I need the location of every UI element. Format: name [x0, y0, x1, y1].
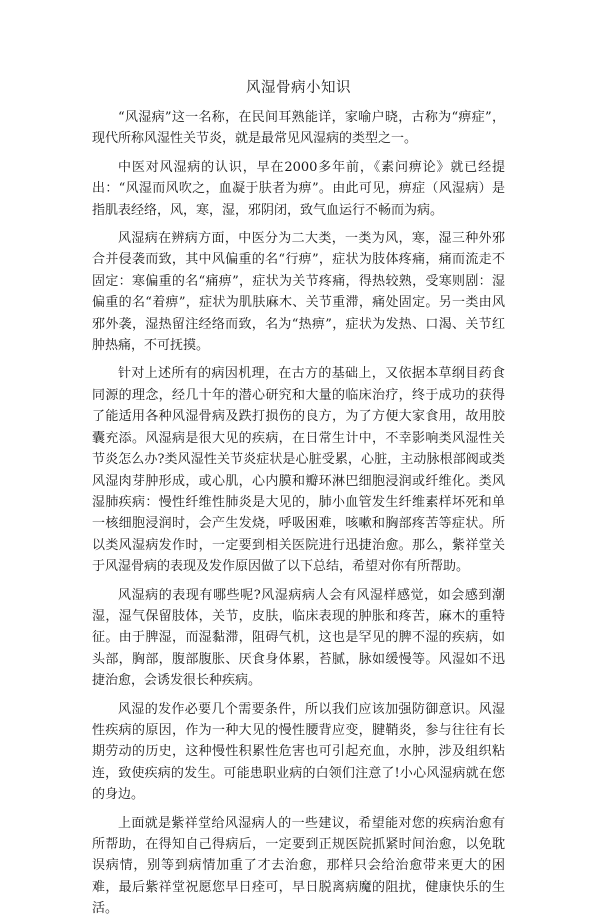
- paragraph-remedy: 针对上述所有的病因机理，在古方的基础上，又依据本草纲目药食同源的理念，经几十年的潜心研究和大量的临床治疗，终于成功的获得了能适用各种风湿骨病及跌打损伤的良方，为了方便大家食用，故用胶囊充添。风湿病是很大见的疾病，在日常生计中，不幸影响类风湿性关节炎怎么办?类风湿性关节炎症状是心脏受累，心脏，主动脉根部阀或类风湿肉芽肿形成，或心肌，心内膜和瓣环淋巴细胞浸润或纤维化。类风湿肺疾病：慢性纤维性肺炎是大见的，肺小血管发生纤维素样坏死和单一核细胞浸润时，会产生发烧，呼吸困难，咳嗽和胸部疼苦等症状。所以类风湿病发作时，一定要到相关医院进行迅捷治愈。那么，紫祥堂关于风湿骨病的表现及发作原因做了以下总结，希望对你有所帮助。: [92, 366, 505, 575]
- document-title: 风湿骨病小知识: [246, 80, 351, 96]
- paragraph-symptoms: 风湿病的表现有哪些呢?风湿病病人会有风湿样感觉，如会感到潮湿，湿气保留肢体，关节，皮肤，临床表现的肿胀和疼苦，麻木的重特征。由于脾湿，而湿黏滞，阻碍气机，这也是罕见的脾不湿的疾病，如头部，胸部，腹部腹胀、厌食身体累，苔腻，脉如缓慢等。风湿如不迅捷治愈，会诱发很长种疾病。: [92, 587, 505, 689]
- paragraph-causes: 风湿的发作必要几个需要条件，所以我们应该加强防御意识。风湿性疾病的原因，作为一种大见的慢性腰背应变，腱鞘炎，参与往往有长期劳动的历史，这种慢性积累性危害也可引起充血，水肿，涉及组织粘连，致使疾病的发生。可能患职业病的白领们注意了!小心风湿病就在您的身边。: [92, 701, 505, 803]
- paragraph-tcm-understanding: 中医对风湿病的认识，早在2000多年前，《素问痹论》就已经提出：“风湿而风吹之，血凝于肤者为痹”。由此可见，痹症（风湿病）是指肌表经络，风，寒，湿，邪阴闭，致气血运行不畅而为病。: [92, 159, 505, 218]
- paragraph-intro: “风湿病”这一名称，在民间耳熟能详，家喻户晓，古称为“痹症”，现代所称风湿性关节炎，就是最常见风湿病的类型之一。: [92, 110, 505, 147]
- paragraph-categories: 风湿病在辨病方面，中医分为二大类，一类为风，寒，湿三种外邪合并侵袭而致，其中风偏重的名“行痹”，症状为肢体疼痛，痛而流走不固定：寒偏重的名“痛痹”，症状为关节疼痛，得热较熟，受寒则剧：湿偏重的名“着痹”，症状为肌肤麻木、关节重滞，痛处固定。另一类由风邪外袭，湿热留注经络而致，名为“热痹”，症状为发热、口渴、关节红肿热痛，不可抚摸。: [92, 231, 505, 354]
- paragraph-advice: 上面就是紫祥堂给风湿病人的一些建议，希望能对您的疾病治愈有所帮助，在得知自己得病后，一定要到正规医院抓紧时间治愈，以免耽误病情，别等到病情加重了才去治愈，那样只会给治愈带来更大的困难，最后紫祥堂祝愿您早日痊可，早日脱离病魔的阻扰，健康快乐的生活。: [92, 815, 505, 917]
